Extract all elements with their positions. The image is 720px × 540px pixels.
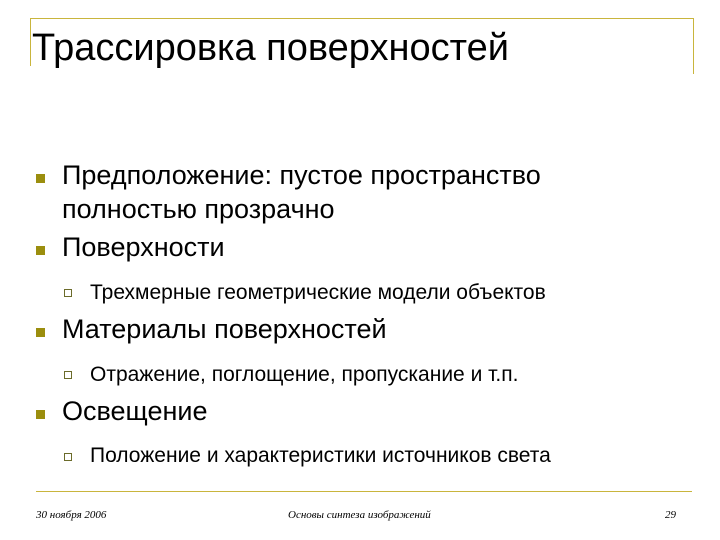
bullet-text-line: Предположение: пустое пространство (62, 160, 541, 190)
hollow-square-bullet-icon (64, 371, 72, 379)
footer-page-number: 29 (665, 509, 676, 521)
hollow-square-bullet-icon (64, 453, 72, 461)
hollow-square-bullet-icon (64, 289, 72, 297)
bullet-text: Поверхности (62, 232, 225, 262)
slide-title: Трассировка поверхностей (32, 27, 509, 69)
footer-divider (36, 491, 692, 492)
square-bullet-icon (36, 246, 45, 255)
square-bullet-icon (36, 328, 45, 337)
sub-bullet-text: Трехмерные геометрические модели объектов (90, 281, 546, 304)
bullet-text-line: полностью прозрачно (62, 194, 335, 224)
footer-course-title: Основы синтеза изображений (288, 509, 431, 521)
square-bullet-icon (36, 410, 45, 419)
sub-bullet-text: Отражение, поглощение, пропускание и т.п. (90, 363, 519, 386)
sub-bullet-text: Положение и характеристики источников света (90, 444, 551, 467)
square-bullet-icon (36, 174, 45, 183)
bullet-text: Материалы поверхностей (62, 314, 387, 344)
bullet-text: Освещение (62, 396, 208, 426)
footer-date: 30 ноября 2006 (36, 509, 107, 521)
